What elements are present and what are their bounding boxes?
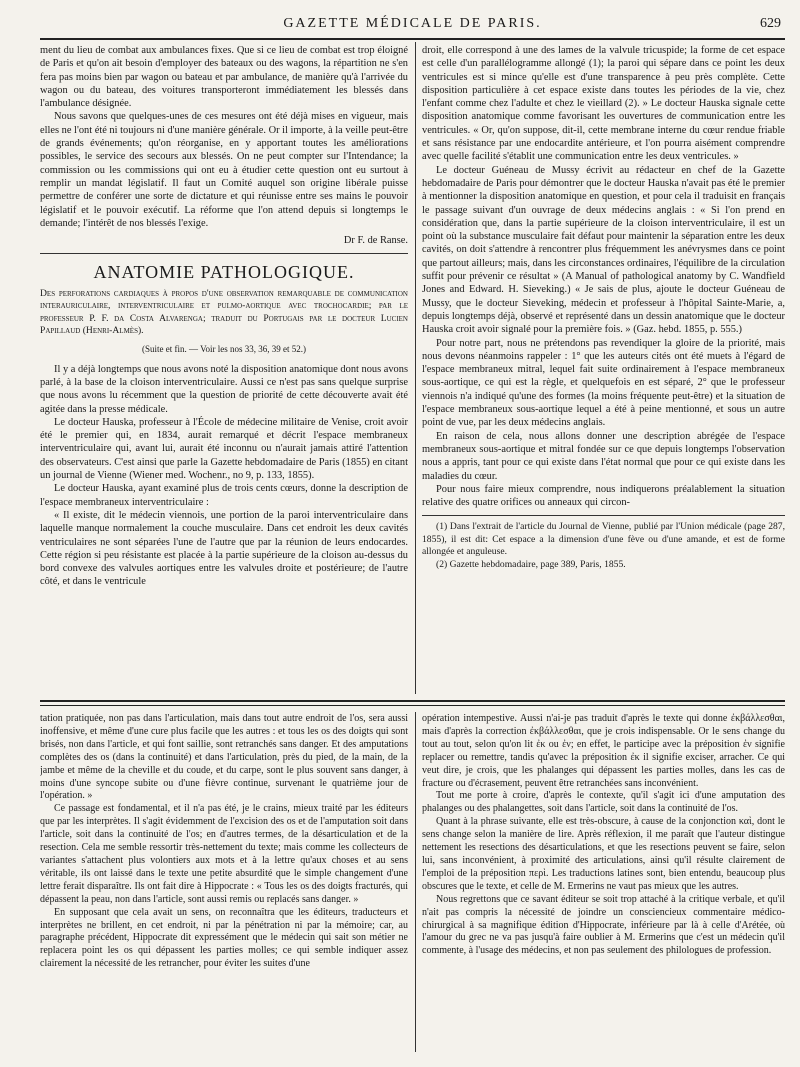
paragraph: ment du lieu de combat aux ambulances fixes. Que si ce lieu de combat est trop éloigné de Paris et qu'on ait besoin d'employer des bateaux ou des wagons, la répartition ne s'en fera pas moins bien par wagon ou bateau et par ambulance, de manière qu'à l'arrivée du wagon ou du bateau, des voitures transporteront immédiatement les blessés dans l'ambulance désignée. (40, 45, 408, 110)
continuation-note: (Suite et fin. — Voir les nos 33, 36, 39 et 52.) (142, 344, 306, 355)
section-title: ANATOMIE PATHOLOGIQUE. (93, 262, 355, 283)
footnote: (1) Dans l'extrait de l'article du Journal de Vienne, publié par l'Union médicale (page 287, 1855), il est dit: Cet espace a la dimension d'une fève ou d'une amande, et est de forme allongée et anguleuse. (422, 521, 785, 558)
paragraph: Le docteur Guéneau de Mussy écrivit au rédacteur en chef de la Gazette hebdomadaire de Paris pour démontrer que le docteur Hauska n'avait pas été le premier à mentionner la disposition anatomique en question, et pour cela il traduisit en français le passage suivant d'un ouvrage de deux médecins anglais : « Si l'on prend en considération que, dans la partie supérieure de la cloison interventriculaire, il est un point où la substance musculaire fait défaut pour maintenir la séparation entre les deux cavités, on doit s'attendre à rencontrer plus fréquemment les anévrysmes dans ce point que partout ailleurs; mais, dans les circonstances ordinaires, l'équilibre de la circulation suffit pour prévenir ce résultat » (A Manual of pathological anatomy by C. Wandfield Jones and Edward. H. Sieveking.) « Je sais de plus, ajoute le docteur Guéneau de Mussy, que le docteur Sieveking, médecin et professeur à l'hôpital Sainte-Marie, a, depuis longtemps déjà, observé et représenté dans un dessin anatomique que le docteur Hauska croit avoir signalé pour la première fois. » (Gaz. hebd. 1855, p. 555.) (422, 164, 785, 336)
paragraph: Pour nous faire mieux comprendre, nous indiquerons préalablement la situation relative des quatre orifices ou anneaux qui circon- (422, 483, 785, 509)
paragraph: Ce passage est fondamental, et il n'a pas été, je le crains, mieux traité par les éditeurs que par les interprètes. Il s'agit évidemment de l'excision des os et de l'amputation soit dans l'article, soit dans la continuité de l'os; en d'autres termes, de la désarticulation et de la resection. Cela me semble ressortir très-nettement du texte; mais comme les collecteurs de variantes s'attachent plus volontiers aux mots et à la lettre qu'aux choses et au sens véritable, ils ont laissé dans le texte une petite absurdité que le simple changement d'une lettre ferait disparaître. Ils ont fait dire à Hippocrate : « Tous les os des doigts fracturés, qui dépassent la peau, non dans l'article, sont aussi remis ou replacés sans danger. » (40, 803, 408, 905)
paragraph: Tout me porte à croire, d'après le contexte, qu'il s'agit ici d'une amputation des phalanges ou des phalangettes, soit dans l'article, soit dans la continuité de l'os. (422, 790, 785, 815)
paragraph: tation pratiquée, non pas dans l'articulation, mais dans tout autre endroit de l'os, sera aussi inoffensive, et même d'une cure plus facile que les autres : et tous les os des doigts qui sont brisés, non dans l'article, et qui font saillie, sont retranchés sans danger. Et des amputations complètes des os (dans la continuité) et dans l'articulation, près du pied, de la main, de la jambe et même de la cheville et du coude, et du carpe, sont le plus souvent sans danger, à moins d'une syncope subite ou d'une fièvre continue, survenant le quatrième jour de l'opération. » (40, 713, 408, 802)
top-left-column (40, 44, 408, 694)
section-separator (40, 700, 785, 702)
footnote: (2) Gazette hebdomadaire, page 389, Paris, 1855. (436, 558, 626, 570)
paragraph: Quant à la phrase suivante, elle est très-obscure, à cause de la conjonction καὶ, dont le sens change selon la manière de lire. Après réflexion, il me paraît que l'auteur distingue nettement les resections des désarticulations, et que les resections peuvent se faire, selon lui, sans inconvénient, à proximité des articulations, ainsi qu'il résulte clairement de l'emploi de la préposition περὶ. Les traductions latines sont, bien entendu, beaucoup plus obscures que le texte, et celle de M. Ermerins ne vaut pas mieux que les autres. (422, 816, 785, 892)
journal-title: GAZETTE MÉDICALE DE PARIS. (283, 16, 542, 31)
divider (40, 253, 408, 254)
bottom-left-column (40, 713, 408, 1053)
paragraph: Il y a déjà longtemps que nous avons noté la disposition anatomique dont nous avons parlé, à la base de la cloison interventriculaire. Aussi ce n'est pas sans quelque surprise que nous avons lu récemment que la question de priorité de cette découverte avait été agitée dans la presse médicale. (40, 363, 408, 415)
paragraph: Nous regrettons que ce savant éditeur se soit trop attaché à la critique verbale, et qu'il n'ait pas compris la nécessité de joindre un consciencieux commentaire médico-chirurgical à sa magnifique édition d'Hippocrate, inférieure par là à celle d'Arétée, où l'amour du grec ne va pas jusqu'à faire oublier à M. Ermerins que c'est un médecin qu'il commente, à l'usage des médecins, et non pas seulement des philologues de profession. (422, 893, 785, 957)
paragraph: droit, elle correspond à une des lames de la valvule tricuspide; la forme de cet espace est celle d'un parallélogramme allongé (1); la paroi qui sépare dans ce point les deux ventricules est si mince qu'elle est d'une transparence à peu près complète. Cette disposition particulière à cet espace existe dans toutes les périodes de la vie, chez l'enfant comme chez l'adulte et chez le vieillard (2). » Le docteur Hauska signale cette disposition anatomique comme favorisant les ouvertures de communication entre les ventricules. « Or, qu'on suppose, dit-il, cette membrane interne du cœur rendue friable et sans résistance par une endocardite antérieure, et l'on pourra aisément comprendre avec quelle facilité s'établit une communication entre les deux ventricules. » (422, 45, 785, 163)
page-number: 629 (760, 16, 781, 31)
paragraph: En supposant que cela avait un sens, on reconnaîtra que les éditeurs, traducteurs et interprètes ne brillent, en cet endroit, ni par la pénétration ni par la mémoire; car, au paragraphe précédent, Hippocrate dit expressément que le médecin qui sait son métier ne replacera point les os qui dépassent les parties molles; ce qui semble indiquer assez clairement la nécessité de les retrancher, pour éviter les suites d'une (40, 906, 408, 970)
top-right-column (422, 44, 785, 694)
page-header (40, 10, 785, 40)
paragraph: opération intempestive. Aussi n'ai-je pas traduit d'après le texte qui donne ἐκβάλλεσθαι, mais d'après la correction ἐκβάλλεσθαι, que je crois indispensable. Or le sens change du tout au tout, selon qu'on lit ἐκ ou ἐν; en effet, le participe avec la préposition ἐν signifie replacer ou remettre, tandis qu'avec la préposition ἐκ il signifie exciser, arracher. Ce qui veut dire, je crois, que les phalanges qui dépassent les parties molles, dans les cas de fracture ou d'écrasement, peuvent être retranchées sans inconvénient. (422, 713, 785, 789)
column-divider (415, 42, 416, 694)
section-separator (40, 705, 785, 706)
paragraph: En raison de cela, nous allons donner une description abrégée de l'espace membraneux sous-aortique et mitral fondée sur ce que depuis longtemps l'observation nous a appris, tant pour ce qui existe dans l'état normal que pour ce qui existe dans les maladies du cœur. (422, 430, 785, 482)
paragraph: Pour notre part, nous ne prétendons pas revendiquer la gloire de la priorité, mais nous devons néanmoins rappeler : 1° que les auteurs cités ont été muets à l'égard de l'espace membraneux mitral, lequel fait suite ordinairement à l'espace membraneux sous-aortique, ce qui est la règle, et quelquefois en est séparé, 2° que le professeur viennois n'a indiqué qu'une des formes (la moins fréquente peut-être) et la situation de l'espace membraneux sous-aortique lequel a été à peine mentionné, et sous un autre point de vue, par les deux médecins anglais. (422, 337, 785, 429)
footnote-rule (422, 515, 785, 516)
paragraph: « Il existe, dit le médecin viennois, une portion de la paroi interventriculaire dans laquelle manque normalement la couche musculaire. Dans cet endroit les deux cavités ventriculaires ne sont séparées l'une de l'autre que par la réunion de leurs endocardes. Cette région si peu résistante est placée à la partie supérieure de la cloison au-dessus du bord convexe des valvules aortiques entre les valvules droite et postérieure; de l'autre côté, et dans le ventricule (40, 509, 408, 588)
article-heading: Des perforations cardiaques à propos d'une observation remarquable de communication interauriculaire, interventriculaire et pulmo-aortique avec trochocardie; par le professeur P. F. da Costa Alvarenga; traduit du Portugais par le docteur Lucien Papillaud (Henri-Almès). (40, 287, 408, 336)
footnotes (422, 515, 785, 571)
bottom-right-column (422, 713, 785, 1053)
paragraph: Le docteur Hauska, professeur à l'École de médecine militaire de Venise, croit avoir été le premier qui, en 1834, aurait remarqué et décrit l'espace membraneux interventriculaire qui, avant lui, aurait été inconnu ou n'aurait jamais attiré l'attention des observateurs. C'est ainsi que parle la Gazette hebdomadaire de Paris (1855) en citant un journal de Vienne (Wiener med. Wochenr., no 9, p. 133, 1855). (40, 416, 408, 482)
signature: Dr F. de Ranse. (343, 235, 408, 247)
paragraph: Nous savons que quelques-unes de ces mesures ont été déjà mises en vigueur, mais elles ne l'ont été ni toujours ni d'une manière générale. Or il importe, à la veille peut-être de grands événements; qu'on réorganise, en y apportant toutes les améliorations possibles, le service des secours aux blessés. On ne peut compter sur l'Intendance; la commission ou les commissions qui ont eu à étudier cette question ont eu surtout à remplir un mandat législatif. Il faut un Comité auquel son origine libérale puisse permettre de conférer une sorte de dictature et qui réunisse entre ses mains le pouvoir législatif et le pouvoir exécutif. La réforme que l'on attend depuis si longtemps le demande; l'intérêt de nos blessés l'exige. (40, 111, 408, 229)
paragraph: Le docteur Hauska, ayant examiné plus de trois cents cœurs, donne la description de l'espace membraneux interventriculaire : (40, 483, 408, 508)
column-divider (415, 712, 416, 1052)
